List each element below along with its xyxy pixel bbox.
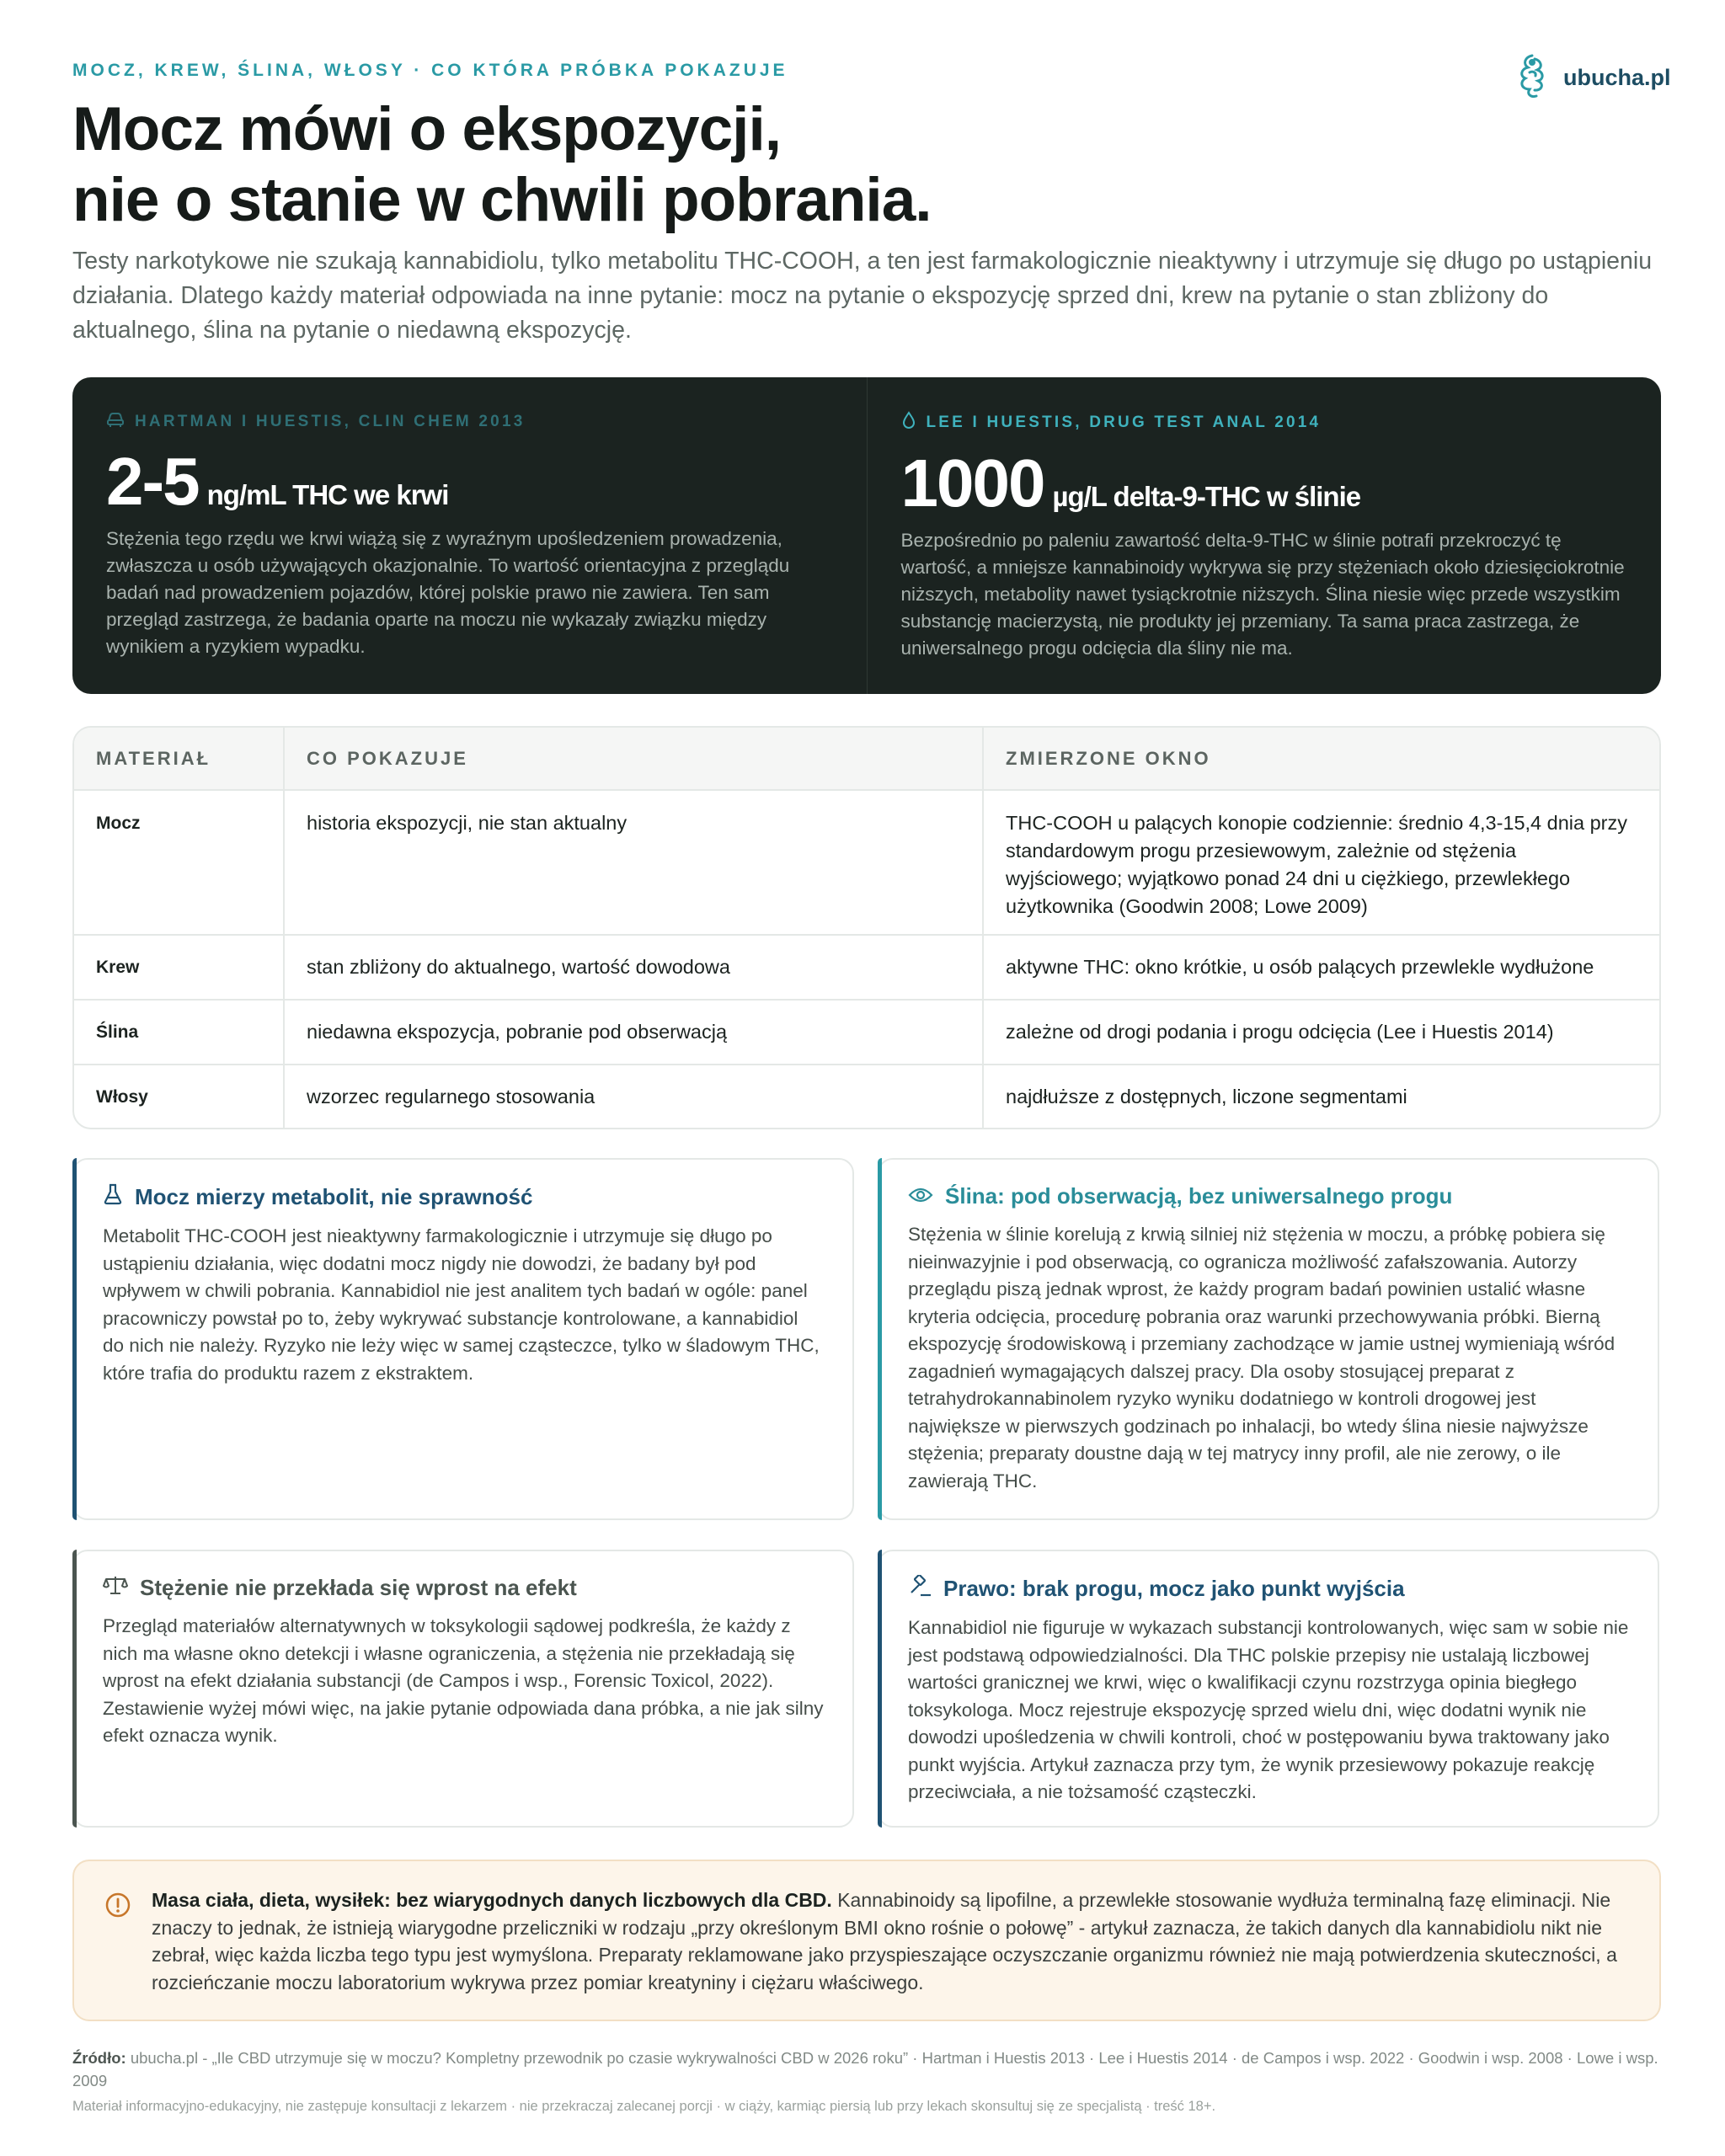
stat-source [901,411,1626,435]
stat-description: Bezpośrednio po paleniu zawartość delta‑9‑THC w ślinie potrafi przekroczyć tę wartość, a mniejsze kannabinoidy wykrywa się przy stężeniach około dziesięciokrotnie niższych, metabolity nawet tysiąckrotnie niższych. Ślina niesie więc przede wszystkim substancję macierzystą, nie produkty jej przemiany. Ta sama praca zastrzega, że uniwersalnego progu odcięcia dla śliny nie ma. [900,530,1625,659]
shows-cell: wzorzec regularnego stosowania [284,1065,983,1128]
warning-circle-icon [104,1892,131,1923]
title-line-2: nie o stanie w chwili pobrania. [72,166,932,234]
card-body: Przegląd materiałów alternatywnych w toksykologii sądowej podkreśla, że każdy z nich ma własne okno detekcji i własne ograniczenia, a stężenia nie przekładają się wprost na efekt działania substancji (de Campos i wsp., Forensic Toxicol, 2022). Zestawienie wyżej mówi więc, na jakie pytanie odpowiada dana próbka, a nie jak silny efekt oznacza wynik. [103,1615,824,1746]
source-label: Źródło: [72,2049,126,2067]
table-row [74,935,1659,1000]
material-cell: Ślina [74,1000,284,1065]
stat-source-text: HARTMAN I HUESTIS, CLIN CHEM 2013 [135,413,526,430]
flask-icon [103,1183,123,1211]
column-header: CO POKAZUJE [284,728,983,790]
card-saliva [878,1158,1659,1520]
card-body: Stężenia w ślinie korelują z krwią silniej niż stężenia w moczu, a próbkę pobiera się nieinwazyjnie i pod obserwacją, co ogranicza możliwość zafałszowania. Autorzy przeglądu piszą jednak wprost, że każdy program badań powinien ustalić własne kryteria odcięcia, procedurę pobrania oraz warunki przechowywania próbki. Bierną ekspozycję środowiskową i przemiany zachodzące w jamie ustnej wymieniają wśród zagadnień wymagających dalszej pracy. Dla osoby stosującej preparat z tetrahydrokannabinolem ryzyko wyniku dodatniego w kontroli drogowej jest największe w pierwszych godzinach po inhalacji, bo wtedy ślina niesie najwyższe stężenia; preparaty doustne dają w tej matrycy inny profil, ale nie zerowy, o ile zawierają THC. [908,1224,1616,1492]
card-law [878,1550,1659,1828]
shows-cell: niedawna ekspozycja, pobranie pod obserwacją [284,1000,983,1065]
page-title [72,94,1336,236]
window-cell: zależne od drogi podania i progu odcięcia (Lee i Huestis 2014) [983,1000,1659,1065]
brand-mark-icon [1513,51,1551,105]
shows-cell: historia ekspozycji, nie stan aktualny [284,790,983,935]
table-header-row [74,728,1659,790]
material-cell: Mocz [74,790,284,935]
disclaimer: Materiał informacyjno‑edukacyjny, nie zastępuje konsultacji z lekarzem · nie przekraczaj zalecanej porcji · w ciąży, karmiąc piersią lub przy lekach skonsultuj się ze specjalistą · treść 18+. [72,2099,1216,2114]
sample-comparison-table [72,726,1661,1129]
card-urine-metabolite [72,1158,854,1520]
brand-name: ubucha.pl [1563,65,1671,90]
title-line-1: Mocz mówi o ekspozycji, [72,95,782,163]
stat-headline [901,445,1626,522]
card-concentration-effect [72,1550,854,1828]
column-header: ZMIERZONE OKNO [983,728,1659,790]
card-title-text: Stężenie nie przekłada się wprost na efekt [140,1575,577,1600]
column-header: MATERIAŁ [74,728,284,790]
card-title [908,1183,1629,1209]
stat-unit: ng/mL THC we krwi [206,479,449,510]
material-cell: Krew [74,935,284,1000]
note-body: Kannabinoidy są lipofilne, a przewlekłe stosowanie wydłuża terminalną fazę eliminacji. Nie znaczy to jednak, że istnieją wiarygodne przeliczniki w rodzaju „przy określonym BMI okno rośnie o połowę” ‑ artykuł zaznacza, że takich danych dla kannabidiolu nikt nie zebrał, więc każda liczba tego typu jest wymyślona. Preparaty reklamowane jako przyspieszające oczyszczanie organizmu również nie mają potwierdzenia skuteczności, a rozcieńczanie moczu laboratorium wykrywa przez pomiar kreatyniny i ciężaru właściwego. [152,1889,1617,1993]
source-line [72,2047,1664,2092]
shows-cell: stan zbliżony do aktualnego, wartość dowodowa [284,935,983,1000]
window-cell: THC‑COOH u palących konopie codziennie: średnio 4,3‑15,4 dnia przy standardowym progu przesiewowym, zależnie od stężenia wyjściowego; wyjątkowo ponad 24 dni u ciężkiego, przewlekłego użytkownika (Goodwin 2008; Lowe 2009) [983,790,1659,935]
table-row [74,1000,1659,1065]
eyebrow-label: MOCZ, KREW, ŚLINA, WŁOSY · CO KTÓRA PRÓBKA POKAZUJE [72,61,788,80]
intro-paragraph: Testy narkotykowe nie szukają kannabidiolu, tylko metabolitu THC‑COOH, a ten jest farmakologicznie nieaktywny i utrzymuje się długo po ustąpieniu działania. Dlatego każdy materiał odpowiada na inne pytanie: mocz na pytanie o ekspozycję sprzed dni, krew na pytanie o stan zbliżony do aktualnego, ślina na pytanie o niedawną ekspozycję. [72,248,1653,344]
stat-unit: µg/L delta‑9‑THC w ślinie [1052,481,1361,512]
stat-headline [106,443,831,520]
stat-value: 2‑5 [106,444,199,519]
card-title-text: Ślina: pod obserwacją, bez uniwersalnego progu [945,1183,1453,1209]
note-text [152,1886,1624,1996]
stat-source [106,411,831,433]
card-body: Metabolit THC‑COOH jest nieaktywny farmakologicznie i utrzymuje się długo po ustąpieniu działania, więc dodatni mocz nigdy nie dowodzi, że badany był pod wpływem w chwili pobrania. Kannabidiol nie jest analitem tych badań w ogóle: panel pracowniczy powstał po to, żeby wykrywać substancje kontrolowane, a kannabidiol do nich nie należy. Ryzyko nie leży więc w samej cząsteczce, tylko w śladowym THC, które trafia do produktu razem z ekstraktem. [103,1225,820,1384]
material-cell: Włosy [96,1086,148,1107]
gavel-icon [908,1575,932,1603]
eye-icon [908,1183,933,1209]
stat-description: Stężenia tego rzędu we krwi wiążą się z wyraźnym upośledzeniem prowadzenia, zwłaszcza u osób używających okazjonalnie. To wartość orientacyjna z przeglądu badań nad prowadzeniem pojazdów, której polskie prawo nie zawiera. Ten sam przegląd zastrzega, że badania oparte na moczu nie wykazały związku między wynikiem a ryzykiem wypadku. [106,528,790,657]
card-title-text: Prawo: brak progu, mocz jako punkt wyjścia [943,1576,1405,1601]
card-title [908,1575,1629,1603]
card-title [103,1575,824,1601]
brand-logo[interactable] [1513,51,1671,105]
car-icon [106,411,125,433]
window-cell: najdłuższe z dostępnych, liczone segmentami [983,1065,1659,1128]
stat-panel [72,377,1661,694]
card-title-text: Mocz mierzy metabolit, nie sprawność [135,1184,533,1209]
stat-source-text: LEE I HUESTIS, DRUG TEST ANAL 2014 [926,414,1322,431]
stat-blood [72,377,867,694]
warning-note [72,1860,1661,2021]
note-lead: Masa ciała, dieta, wysiłek: bez wiarygodnych danych liczbowych dla CBD. [152,1889,832,1911]
window-cell: aktywne THC: okno krótkie, u osób palących przewlekle wydłużone [983,935,1659,1000]
source-text: ubucha.pl ‑ „Ile CBD utrzymuje się w moczu? Kompletny przewodnik po czasie wykrywalności CBD w 2026 roku” · Hartman i Huestis 2013 · Lee i Huestis 2014 · de Campos i wsp. 2022 · Goodwin i wsp. 2008 · Lowe i wsp. 2009 [72,2049,1658,2089]
droplet-icon [901,411,916,435]
card-body: Kannabidiol nie figuruje w wykazach substancji kontrolowanych, więc sam w sobie nie jest podstawą odpowiedzialności. Dla THC polskie przepisy nie ustalają liczbowej wartości granicznej we krwi, więc o kwalifikacji czynu rozstrzyga opinia biegłego toksykologa. Mocz rejestruje ekspozycję sprzed wielu dni, więc dodatni wynik nie dowodzi upośledzenia w chwili kontroli, choć w postępowaniu bywa traktowany jako punkt wyjścia. Artykuł zaznacza przy tym, że wynik przesiewowy pokazuje reakcję przeciwciała, a nie tożsamość cząsteczki. [908,1617,1629,1802]
stat-saliva [867,377,1662,694]
table-row [74,1065,1659,1128]
scale-icon [103,1575,128,1601]
stat-value: 1000 [900,446,1044,520]
table-row [74,790,1659,935]
card-title [103,1183,824,1211]
